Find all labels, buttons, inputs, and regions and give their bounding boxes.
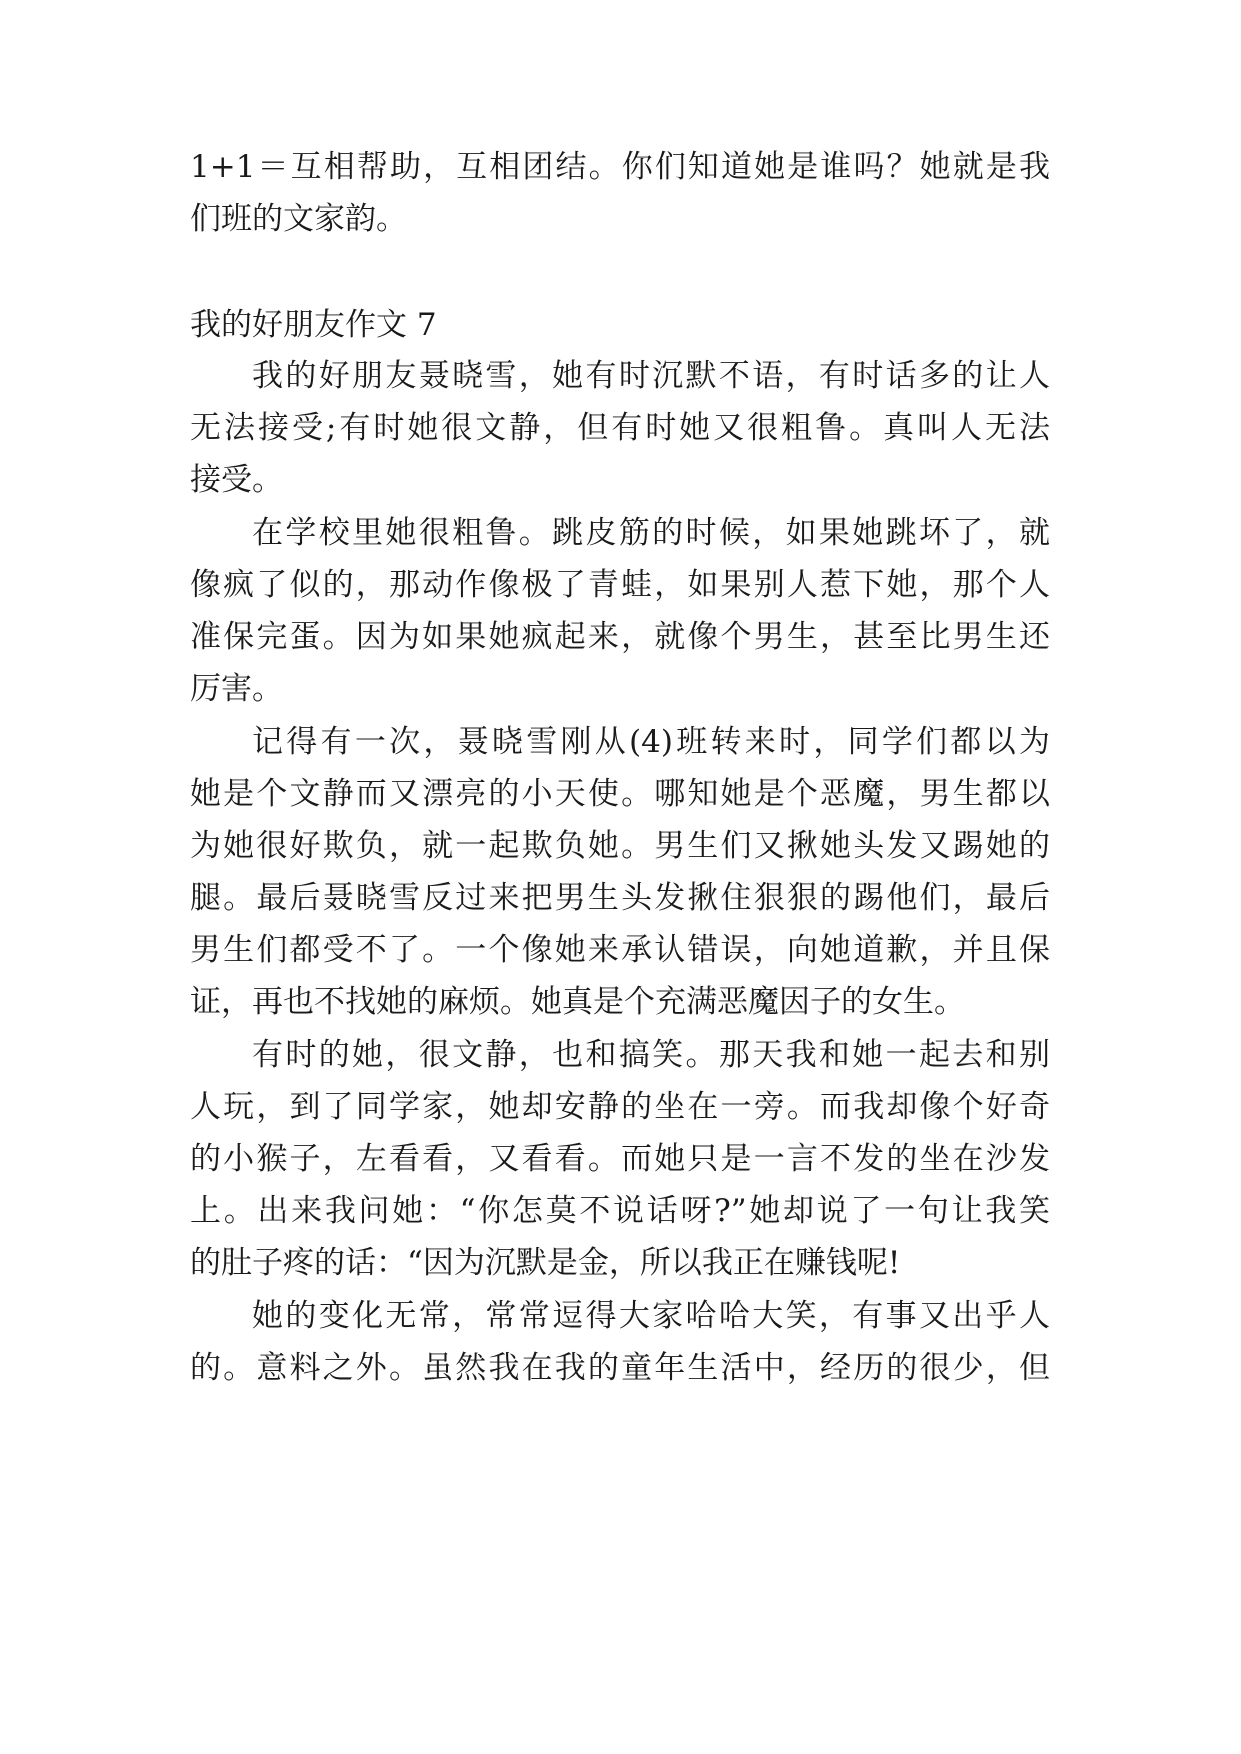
paragraph-5-line-1: 她的变化无常，常常逗得大家哈哈大笑，有事又出乎人 — [252, 1298, 1050, 1334]
intro-line-2: 们班的文家韵。 — [190, 201, 407, 237]
section-heading: 我的好朋友作文 7 — [190, 307, 437, 343]
paragraph-2-line-1: 在学校里她很粗鲁。跳皮筋的时候，如果她跳坏了，就 — [252, 515, 1050, 551]
paragraph-2-line-3: 准保完蛋。因为如果她疯起来，就像个男生，甚至比男生还 — [190, 619, 1050, 655]
paragraph-2-line-2: 像疯了似的，那动作像极了青蛙，如果别人惹下她，那个人 — [190, 567, 1050, 603]
paragraph-3-line-3: 为她很好欺负，就一起欺负她。男生们又揪她头发又踢她的 — [190, 828, 1050, 864]
document-page — [190, 0, 1050, 1754]
paragraph-1-line-3: 接受。 — [190, 462, 283, 498]
paragraph-4-line-1: 有时的她，很文静，也和搞笑。那天我和她一起去和别 — [252, 1037, 1050, 1073]
paragraph-4-line-3: 的小猴子，左看看，又看看。而她只是一言不发的坐在沙发 — [190, 1141, 1050, 1177]
paragraph-3-line-5: 男生们都受不了。一个像她来承认错误，向她道歉，并且保 — [190, 932, 1050, 968]
paragraph-1-line-2: 无法接受;有时她很文静，但有时她又很粗鲁。真叫人无法 — [190, 410, 1050, 446]
paragraph-3-line-2: 她是个文静而又漂亮的小天使。哪知她是个恶魔，男生都以 — [190, 776, 1050, 812]
paragraph-4-line-4: 上。出来我问她：“你怎莫不说话呀?”她却说了一句让我笑 — [190, 1193, 1050, 1229]
paragraph-3-line-1: 记得有一次，聂晓雪刚从(4)班转来时，同学们都以为 — [252, 724, 1050, 760]
paragraph-3-line-4: 腿。最后聂晓雪反过来把男生头发揪住狠狠的踢他们，最后 — [190, 880, 1050, 916]
paragraph-1-line-1: 我的好朋友聂晓雪，她有时沉默不语，有时话多的让人 — [252, 358, 1050, 394]
paragraph-2-line-4: 厉害。 — [190, 671, 283, 707]
paragraph-3-line-6: 证，再也不找她的麻烦。她真是个充满恶魔因子的女生。 — [190, 984, 965, 1020]
paragraph-5-line-2: 的。意料之外。虽然我在我的童年生活中，经历的很少，但 — [190, 1350, 1050, 1386]
paragraph-4-line-2: 人玩，到了同学家，她却安静的坐在一旁。而我却像个好奇 — [190, 1089, 1050, 1125]
intro-line-1: 1+1＝互相帮助，互相团结。你们知道她是谁吗？她就是我 — [190, 149, 1050, 185]
paragraph-4-line-5: 的肚子疼的话：“因为沉默是金，所以我正在赚钱呢! — [190, 1245, 901, 1281]
